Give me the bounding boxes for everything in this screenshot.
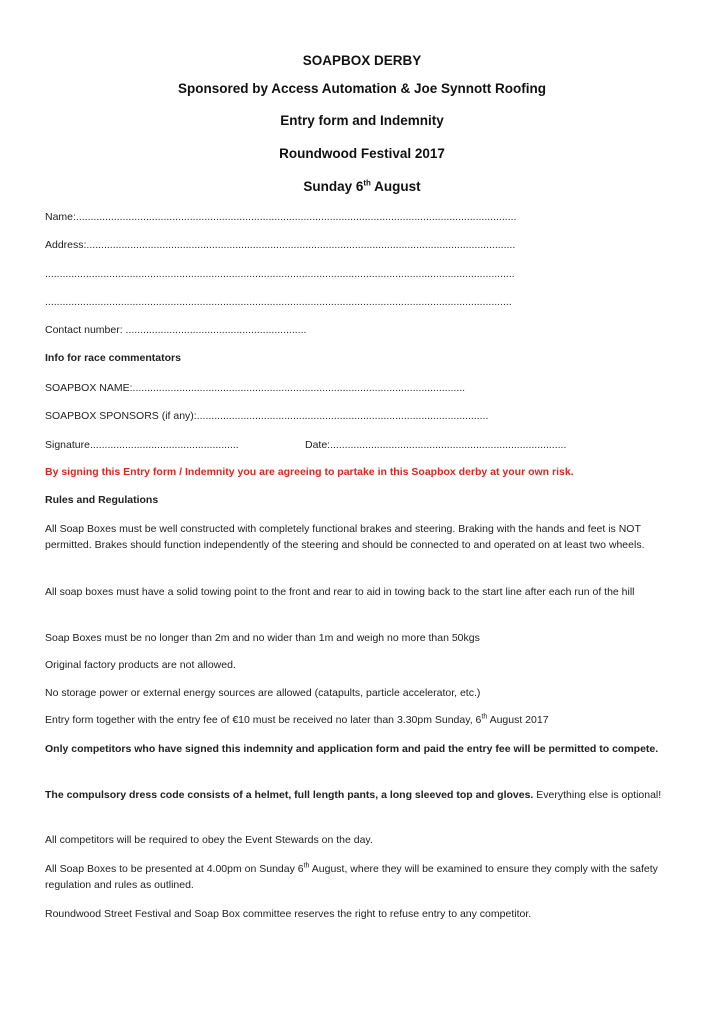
rules-heading: Rules and Regulations <box>45 494 159 506</box>
title-date-sup: th <box>363 178 371 188</box>
title-festival: Roundwood Festival 2017 <box>279 146 445 161</box>
rule-entry-fee <box>45 712 685 728</box>
rule-towing: All soap boxes must have a solid towing point to the front and rear to aid in towing back to the start line after each run of the hill <box>45 586 635 598</box>
rule-factory-products: Original factory products are not allowed. <box>45 659 236 671</box>
rule-brakes: All Soap Boxes must be well constructed with completely functional brakes and steering. Braking with the hands and feet is NOT permitted. Brakes should function independently of the steering and should be connected to and operated on at least two wheels. <box>45 523 645 551</box>
rule-presentation-end: August, where they will be examined to ensure they comply with the safety regulation and rules as outlined. <box>45 863 658 891</box>
rule-entry-fee-text: Entry form together with the entry fee of €10 must be received no later than 3.30pm Sunday, 6 <box>45 714 482 726</box>
rule-entry-fee-sup: th <box>481 713 488 721</box>
risk-warning: By signing this Entry form / Indemnity you are agreeing to partake in this Soapbox derby at your own risk. <box>45 466 574 478</box>
rule-presentation <box>45 861 685 893</box>
rule-dress-code <box>45 787 685 803</box>
rule-stewards: All competitors will be required to obey the Event Stewards on the day. <box>45 834 373 846</box>
address-field-line3[interactable]: ................................................................................................................................................................ <box>45 296 512 308</box>
rule-signed-competitors: Only competitors who have signed this indemnity and application form and paid the entry fee will be permitted to compete. <box>45 743 659 755</box>
title-sponsors: Sponsored by Access Automation & Joe Synnott Roofing <box>177 81 547 96</box>
info-heading: Info for race commentators <box>45 352 181 364</box>
rule-dress-code-bold: The compulsory dress code consists of a helmet, full length pants, a long sleeved top and gloves. <box>45 789 534 801</box>
contact-number-field[interactable]: Contact number: .............................................................. <box>45 324 307 336</box>
name-field[interactable]: Name:....................................................................................................................................................... <box>45 211 517 223</box>
rule-no-power: No storage power or external energy sources are allowed (catapults, particle accelerator, etc.) <box>45 687 481 699</box>
address-field[interactable]: Address:................................................................................................................................................... <box>45 239 516 251</box>
rule-dress-code-rest: Everything else is optional! <box>533 789 662 801</box>
title-entry-form: Entry form and Indemnity <box>280 113 444 128</box>
soapbox-name-field[interactable]: SOAPBOX NAME:.................................................................................................................. <box>45 382 466 394</box>
rule-refuse-entry: Roundwood Street Festival and Soap Box committee reserves the right to refuse entry to any competitor. <box>45 908 532 920</box>
title-date-text: Sunday 6 <box>303 179 364 194</box>
address-field-line2[interactable]: ................................................................................................................................................................. <box>45 268 515 280</box>
rule-dimensions: Soap Boxes must be no longer than 2m and no wider than 1m and weigh no more than 50kgs <box>45 632 480 644</box>
date-field[interactable]: Date:................................................................................. <box>305 439 567 451</box>
title-soapbox-derby: SOAPBOX DERBY <box>302 53 422 68</box>
title-date-month: August <box>370 179 421 194</box>
rule-presentation-sup: th <box>303 862 310 870</box>
soapbox-sponsors-field[interactable]: SOAPBOX SPONSORS (if any):.................................................................................................... <box>45 410 489 422</box>
rule-entry-fee-end: August 2017 <box>487 714 549 726</box>
signature-field[interactable]: Signature................................................... <box>45 439 239 451</box>
rule-presentation-text: All Soap Boxes to be presented at 4.00pm on Sunday 6 <box>45 863 304 875</box>
title-date <box>0 179 724 194</box>
